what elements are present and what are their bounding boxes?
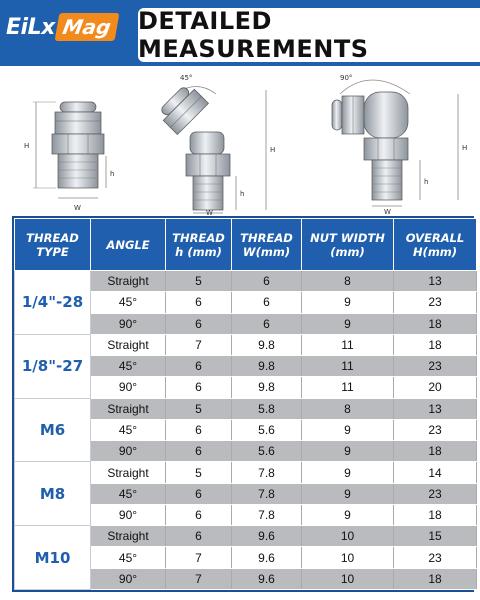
nut-width-cell: 9 bbox=[302, 419, 394, 440]
thread-type-cell: 1/4"-28 bbox=[15, 271, 91, 335]
overall-h-cell: 20 bbox=[394, 377, 477, 398]
thread-h-cell: 6 bbox=[166, 526, 232, 547]
thread-w-cell: 9.6 bbox=[232, 526, 302, 547]
dimension-drawings bbox=[0, 66, 480, 216]
overall-h-cell: 23 bbox=[394, 292, 477, 313]
col-thread-w: THREAD W(mm) bbox=[232, 219, 302, 271]
overall-h-cell: 13 bbox=[394, 398, 477, 419]
thread-h-cell: 7 bbox=[166, 547, 232, 568]
thread-w-cell: 9.6 bbox=[232, 568, 302, 589]
measurements-table bbox=[12, 216, 474, 592]
angle-cell: 90° bbox=[91, 313, 166, 334]
nut-width-cell: 9 bbox=[302, 313, 394, 334]
nut-width-cell: 11 bbox=[302, 334, 394, 355]
overall-h-cell: 18 bbox=[394, 441, 477, 462]
nut-width-cell: 8 bbox=[302, 271, 394, 292]
overall-h-cell: 18 bbox=[394, 313, 477, 334]
thread-w-cell: 6 bbox=[232, 292, 302, 313]
thread-w-cell: 9.6 bbox=[232, 547, 302, 568]
thread-w-cell: 7.8 bbox=[232, 462, 302, 483]
thread-w-cell: 5.8 bbox=[232, 398, 302, 419]
label-h-big: H bbox=[24, 142, 30, 150]
col-overall-h: OVERALL H(mm) bbox=[394, 219, 477, 271]
thread-h-cell: 7 bbox=[166, 334, 232, 355]
label-h-small: h bbox=[110, 170, 115, 178]
nut-width-cell: 10 bbox=[302, 526, 394, 547]
thread-w-cell: 5.6 bbox=[232, 441, 302, 462]
overall-h-cell: 23 bbox=[394, 547, 477, 568]
angle-cell: Straight bbox=[91, 271, 166, 292]
thread-h-cell: 6 bbox=[166, 419, 232, 440]
table-body bbox=[15, 271, 477, 590]
overall-h-cell: 23 bbox=[394, 419, 477, 440]
fitting-diagrams bbox=[0, 66, 480, 216]
straight-fitting-drawing bbox=[24, 102, 114, 212]
nut-width-cell: 11 bbox=[302, 377, 394, 398]
thread-h-cell: 5 bbox=[166, 398, 232, 419]
angle-cell: Straight bbox=[91, 334, 166, 355]
thread-h-cell: 6 bbox=[166, 483, 232, 504]
thread-w-cell: 5.6 bbox=[232, 419, 302, 440]
col-nut-width: NUT WIDTH (mm) bbox=[302, 219, 394, 271]
header-panel bbox=[138, 8, 480, 62]
table-header-row bbox=[15, 219, 477, 271]
overall-h-cell: 18 bbox=[394, 334, 477, 355]
thread-h-cell: 5 bbox=[166, 462, 232, 483]
thread-type-cell: M10 bbox=[15, 526, 91, 590]
thread-type-cell: M6 bbox=[15, 398, 91, 462]
label-h-big: H bbox=[270, 146, 276, 154]
nut-width-cell: 10 bbox=[302, 547, 394, 568]
angle-cell: 90° bbox=[91, 441, 166, 462]
table-row bbox=[15, 271, 477, 292]
thread-h-cell: 5 bbox=[166, 271, 232, 292]
nut-width-cell: 8 bbox=[302, 398, 394, 419]
label-w: W bbox=[384, 208, 391, 216]
nut-width-cell: 9 bbox=[302, 483, 394, 504]
thread-h-cell: 6 bbox=[166, 377, 232, 398]
logo-box: Mag bbox=[54, 13, 119, 41]
thread-w-cell: 7.8 bbox=[232, 483, 302, 504]
overall-h-cell: 15 bbox=[394, 526, 477, 547]
label-angle-45: 45° bbox=[180, 74, 193, 82]
thread-h-cell: 6 bbox=[166, 356, 232, 377]
nut-width-cell: 9 bbox=[302, 462, 394, 483]
label-h-small: h bbox=[240, 190, 245, 198]
thread-w-cell: 9.8 bbox=[232, 377, 302, 398]
col-angle: ANGLE bbox=[91, 219, 166, 271]
nut-width-cell: 9 bbox=[302, 292, 394, 313]
thread-w-cell: 9.8 bbox=[232, 334, 302, 355]
thread-h-cell: 6 bbox=[166, 504, 232, 525]
table-row bbox=[15, 462, 477, 483]
angle-cell: 45° bbox=[91, 356, 166, 377]
angle-cell: Straight bbox=[91, 526, 166, 547]
angle-45-fitting-drawing bbox=[156, 74, 275, 216]
angle-cell: 45° bbox=[91, 419, 166, 440]
thread-w-cell: 6 bbox=[232, 313, 302, 334]
table-row bbox=[15, 526, 477, 547]
overall-h-cell: 18 bbox=[394, 568, 477, 589]
angle-cell: 90° bbox=[91, 568, 166, 589]
table-row bbox=[15, 398, 477, 419]
logo-text: EiLx bbox=[6, 14, 55, 40]
label-angle-90: 90° bbox=[340, 74, 353, 82]
overall-h-cell: 23 bbox=[394, 483, 477, 504]
thread-type-cell: M8 bbox=[15, 462, 91, 526]
angle-cell: 45° bbox=[91, 547, 166, 568]
nut-width-cell: 9 bbox=[302, 441, 394, 462]
thread-w-cell: 9.8 bbox=[232, 356, 302, 377]
label-h-big: H bbox=[462, 144, 468, 152]
nut-width-cell: 9 bbox=[302, 504, 394, 525]
brand-logo bbox=[6, 10, 117, 44]
table-row bbox=[15, 334, 477, 355]
thread-w-cell: 7.8 bbox=[232, 504, 302, 525]
angle-cell: 45° bbox=[91, 483, 166, 504]
thread-h-cell: 6 bbox=[166, 292, 232, 313]
label-w: W bbox=[206, 209, 213, 216]
label-w: W bbox=[74, 204, 81, 212]
thread-type-cell: 1/8"-27 bbox=[15, 334, 91, 398]
header bbox=[0, 0, 480, 66]
angle-cell: Straight bbox=[91, 462, 166, 483]
angle-cell: 45° bbox=[91, 292, 166, 313]
page-title: DETAILED MEASUREMENTS bbox=[138, 7, 369, 63]
overall-h-cell: 14 bbox=[394, 462, 477, 483]
nut-width-cell: 11 bbox=[302, 356, 394, 377]
col-thread-h: THREAD h (mm) bbox=[166, 219, 232, 271]
thread-h-cell: 6 bbox=[166, 313, 232, 334]
angle-cell: Straight bbox=[91, 398, 166, 419]
overall-h-cell: 23 bbox=[394, 356, 477, 377]
angle-cell: 90° bbox=[91, 504, 166, 525]
thread-w-cell: 6 bbox=[232, 271, 302, 292]
overall-h-cell: 13 bbox=[394, 271, 477, 292]
measurements-grid bbox=[14, 218, 477, 590]
thread-h-cell: 6 bbox=[166, 441, 232, 462]
nut-width-cell: 10 bbox=[302, 568, 394, 589]
label-h-small: h bbox=[424, 178, 429, 186]
overall-h-cell: 18 bbox=[394, 504, 477, 525]
angle-90-fitting-drawing bbox=[332, 74, 467, 216]
thread-h-cell: 7 bbox=[166, 568, 232, 589]
col-thread-type: THREAD TYPE bbox=[15, 219, 91, 271]
angle-cell: 90° bbox=[91, 377, 166, 398]
